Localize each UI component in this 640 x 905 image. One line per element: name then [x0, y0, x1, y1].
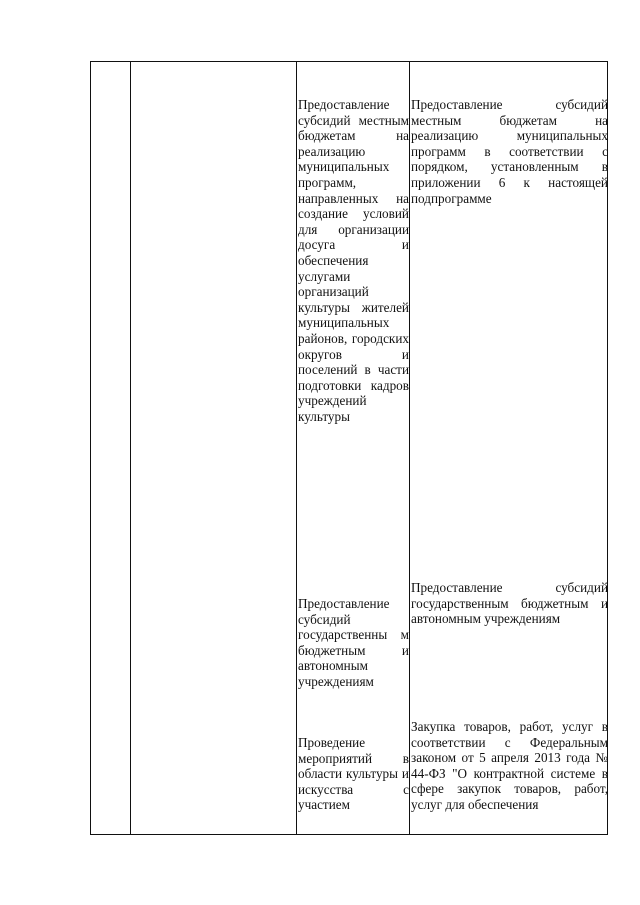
row1-mechanism-cell: Предоставление субсидий местным бюджетам на реализацию муниципальных программ в соответствии с порядком, установленным в приложении 6 к настоящей подпрограмме	[411, 97, 608, 206]
row3-mechanism-cell: Закупка товаров, работ, услуг в соответствии с Федеральным законом от 5 апреля 2013 года № 44-ФЗ "О контрактной системе в сфере закупок товаров, работ, услуг для обеспечения	[411, 719, 608, 812]
program-table	[90, 61, 608, 835]
column-divider-2	[296, 62, 297, 834]
row1-measure-cell: Предоставление субсидий местным бюджетам на реализацию муниципальных программ, направленных на создание условий для организации досуга и обеспечения услугами организаций культуры жителей муниципальных районов, городских округов и поселений в части подготовки кадров учреждений культуры	[298, 97, 409, 424]
row3-measure-cell: Проведение мероприятий в области культуры и искусства с участием	[298, 735, 409, 813]
row2-mechanism-cell: Предоставление субсидий государственным бюджетным и автономным учреждениям	[411, 580, 608, 627]
column-divider-1	[130, 62, 131, 834]
column-divider-3	[409, 62, 410, 834]
row2-measure-cell: Предоставление субсидий государственны м бюджетным и автономным учреждениям	[298, 596, 409, 689]
